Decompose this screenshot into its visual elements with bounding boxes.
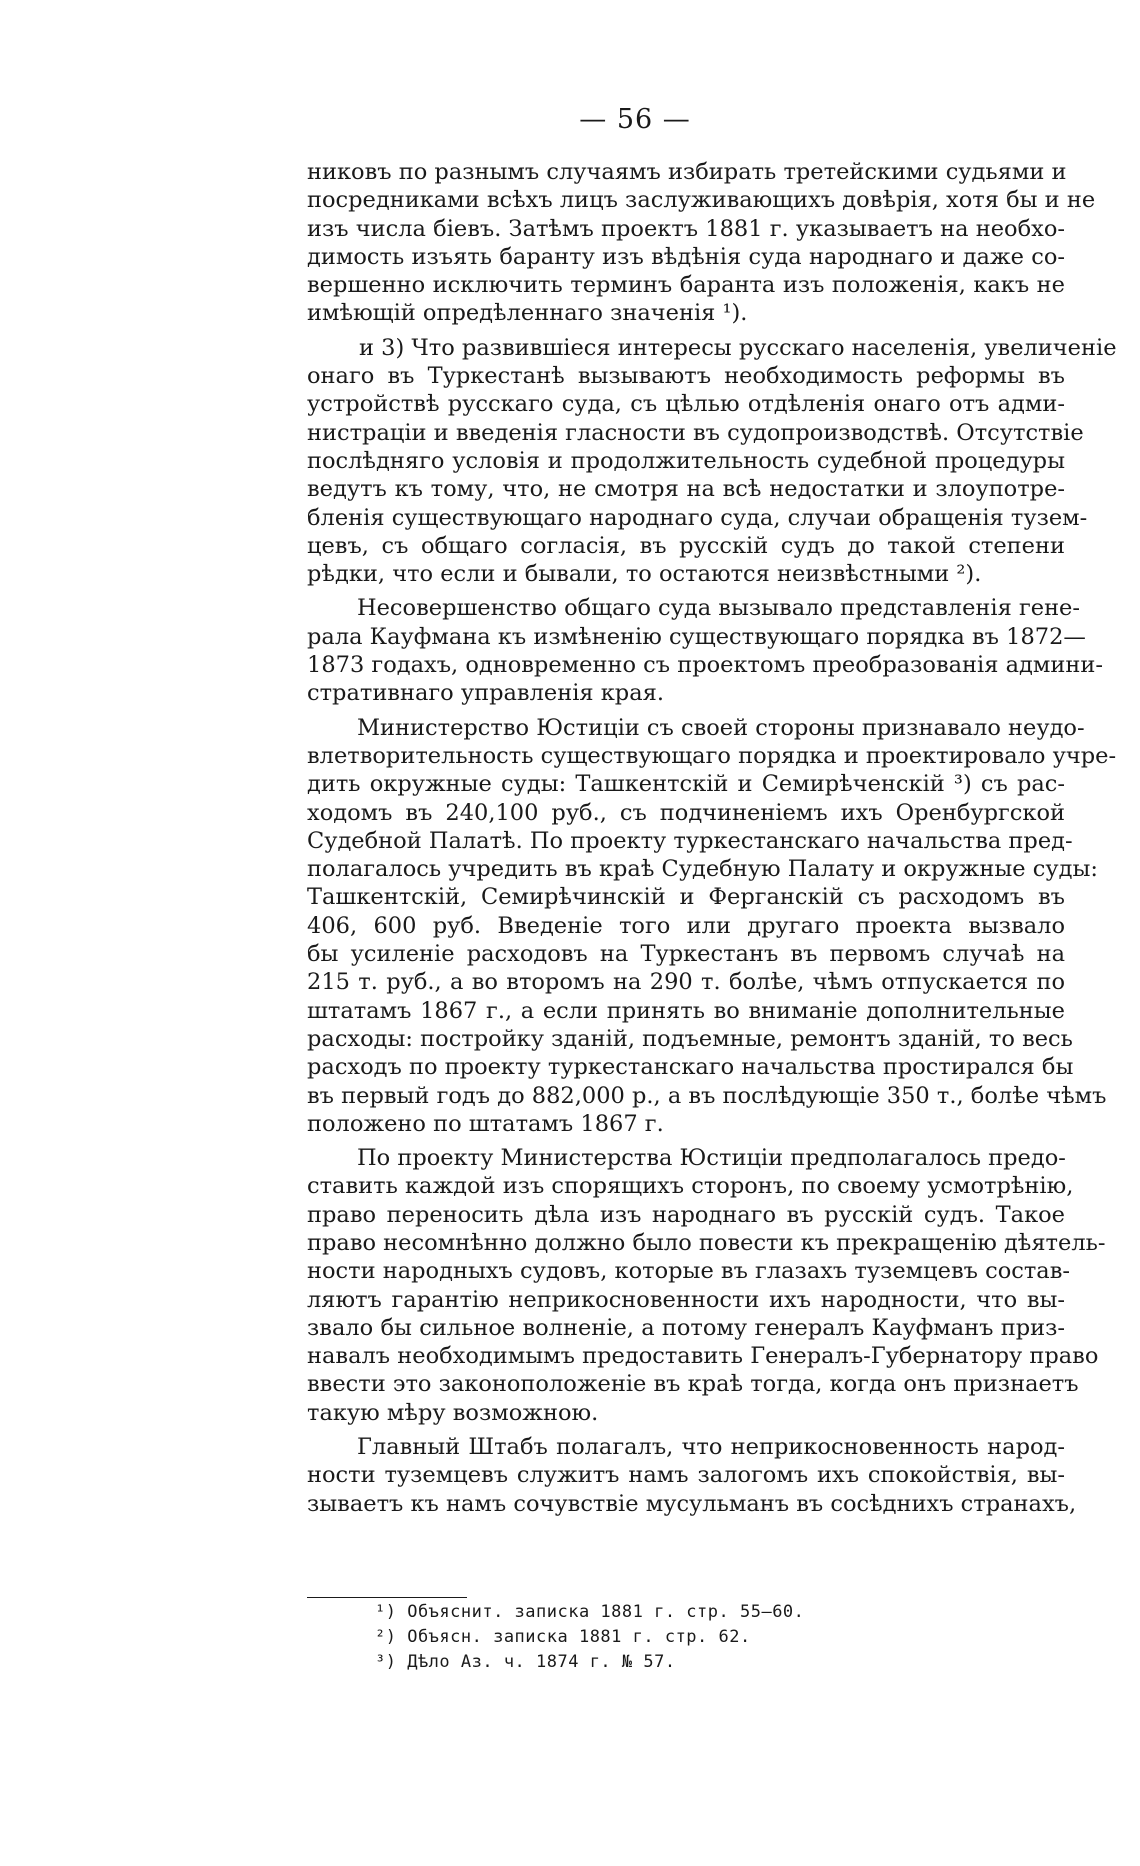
footnote-divider (307, 1597, 467, 1598)
footnote-3: ³) Дѣло Аз. ч. 1874 г. № 57. (375, 1652, 676, 1672)
page-number: — 56 — (579, 104, 691, 135)
text-line: рѣдки, что если и бывали, то остаются неизвѣстными ²). (307, 561, 982, 588)
text-line: расходъ по проекту туркестанскаго начальства простирался бы (307, 1054, 1074, 1081)
text-line: Ташкентскій, Семирѣчинскій и Ферганскій съ расходомъ въ (307, 884, 1065, 911)
body-text (307, 158, 1117, 1518)
text-line: посредниками всѣхъ лицъ заслуживающихъ довѣрія, хотя бы и не (307, 187, 1096, 214)
text-line: ляютъ гарантію неприкосновенности ихъ народности, что вы- (307, 1286, 1065, 1313)
text-line: Несовершенство общаго суда вызывало представленія гене- (357, 595, 1080, 622)
text-line: полагалось учредить въ краѣ Судебную Палату и окружные суды: (307, 856, 1098, 883)
footnote-2: ²) Объясн. записка 1881 г. стр. 62. (375, 1627, 751, 1647)
text-line: расходы: постройку зданій, подъемные, ремонтъ зданій, то весь (307, 1025, 1073, 1052)
text-line: 1873 годахъ, одновременно съ проектомъ преобразованія админи- (307, 652, 1103, 679)
text-line: нистраціи и введенія гласности въ судопроизводствѣ. Отсутствіе (307, 419, 1084, 446)
text-line: звало бы сильное волненіе, а потому генералъ Кауфманъ приз- (307, 1314, 1065, 1341)
text-line: дить окружные суды: Ташкентскій и Семирѣченскій ³) съ рас- (307, 771, 1065, 798)
text-line: право несомнѣнно должно было повести къ прекращенію дѣятель- (307, 1229, 1106, 1256)
footnotes (375, 1600, 1065, 1675)
text-line: ности народныхъ судовъ, которые въ глазахъ туземцевъ состав- (307, 1258, 1070, 1285)
text-line: 406, 600 руб. Введеніе того или другаго проекта вызвало (307, 912, 1065, 939)
footnote-1: ¹) Объяснит. записка 1881 г. стр. 55—60. (375, 1602, 805, 1622)
text-line: бы усиленіе расходовъ на Туркестанъ въ первомъ случаѣ на (307, 941, 1065, 968)
text-line: ввести это законоположеніе въ краѣ тогда, когда онъ признаетъ (307, 1371, 1079, 1398)
text-line: ности туземцевъ служитъ намъ залогомъ ихъ спокойствія, вы- (307, 1462, 1065, 1489)
text-line: зываетъ къ намъ сочувствіе мусульманъ въ сосѣднихъ странахъ, (307, 1490, 1077, 1517)
text-line: вершенно исключить терминъ баранта изъ положенія, какъ не (307, 272, 1065, 299)
text-line: въ первый годъ до 882,000 р., а въ послѣдующіе 350 т., болѣе чѣмъ (307, 1082, 1107, 1109)
text-line: 215 т. руб., а во второмъ на 290 т. болѣе, чѣмъ отпускается по (307, 969, 1065, 996)
text-line: такую мѣру возможною. (307, 1399, 599, 1426)
text-line: Главный Штабъ полагалъ, что неприкосновенность народ- (357, 1434, 1065, 1461)
text-line: влетворительность существующаго порядка и проектировало учре- (307, 742, 1117, 769)
text-line: право переносить дѣла изъ народнаго въ русскій судъ. Такое (307, 1201, 1065, 1228)
text-line: ведутъ къ тому, что, не смотря на всѣ недостатки и злоупотре- (307, 476, 1065, 503)
text-line: димость изъять баранту изъ вѣдѣнія суда народнаго и даже со- (307, 243, 1065, 270)
text-line: рала Кауфмана къ измѣненію существующаго порядка въ 1872— (307, 623, 1086, 650)
text-line: стративнаго управленія края. (307, 680, 664, 707)
text-line: положено по штатамъ 1867 г. (307, 1110, 664, 1137)
text-line: цевъ, съ общаго согласія, въ русскій судъ до такой степени (307, 532, 1065, 559)
text-line: имѣющій опредѣленнаго значенія ¹). (307, 300, 748, 327)
text-line: никовъ по разнымъ случаямъ избирать третейскими судьями и (307, 159, 1067, 185)
text-line: бленія существующаго народнаго суда, случаи обращенія тузем- (307, 504, 1088, 531)
text-line: ставить каждой изъ спорящихъ сторонъ, по своему усмотрѣнію, (307, 1173, 1074, 1200)
text-line: изъ числа біевъ. Затѣмъ проектъ 1881 г. указываетъ на необхо- (307, 215, 1065, 242)
text-line: устройствѣ русскаго суда, съ цѣлью отдѣленія онаго отъ адми- (307, 391, 1065, 418)
text-line: По проекту Министерства Юстиціи предполагалось предо- (357, 1145, 1066, 1172)
text-line: и 3) Что развившіеся интересы русскаго населенія, увеличеніе (359, 334, 1117, 361)
text-line: Судебной Палатѣ. По проекту туркестанскаго начальства пред- (307, 827, 1073, 854)
text-line: штатамъ 1867 г., а если принять во вниманіе дополнительные (307, 997, 1065, 1024)
text-line: ходомъ въ 240,100 руб., съ подчиненіемъ ихъ Оренбургской (307, 799, 1065, 826)
text-line: онаго въ Туркестанѣ вызываютъ необходимость реформы въ (307, 363, 1065, 390)
text-line: послѣдняго условія и продолжительность судебной процедуры (307, 447, 1065, 474)
text-line: навалъ необходимымъ предоставить Генералъ-Губернатору право (307, 1343, 1099, 1370)
text-line: Министерство Юстиціи съ своей стороны признавало неудо- (357, 714, 1085, 741)
